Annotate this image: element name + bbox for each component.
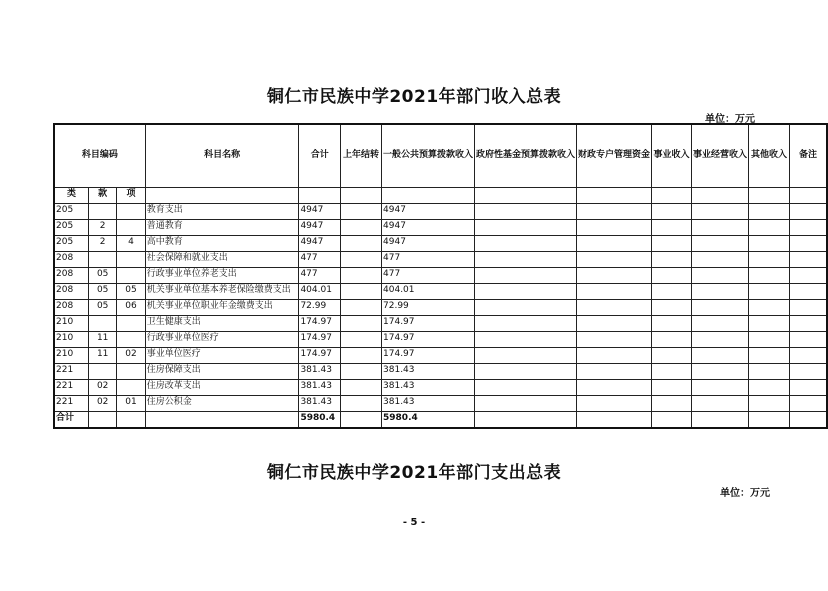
table-row — [54, 267, 827, 283]
cell-total: 174.97 — [299, 331, 341, 347]
income-summary-table — [53, 123, 828, 429]
cell-business-income — [652, 267, 692, 283]
cell-operating-income — [692, 219, 749, 235]
cell-remarks — [789, 235, 827, 251]
cell-lei: 210 — [54, 331, 89, 347]
cell-subject-name: 卫生健康支出 — [145, 315, 299, 331]
table-row — [54, 347, 827, 363]
cell-fiscal-special — [577, 203, 652, 219]
cell-lei: 208 — [54, 283, 89, 299]
cell-gov-fund — [475, 283, 577, 299]
income-table-title: 铜仁市民族中学2021年部门收入总表 — [266, 87, 562, 107]
cell-gov-fund — [475, 251, 577, 267]
cell-lei: 205 — [54, 219, 89, 235]
cell-business-income — [652, 251, 692, 267]
cell-lei: 205 — [54, 235, 89, 251]
cell-gov-fund — [475, 203, 577, 219]
cell-other-income — [749, 331, 790, 347]
cell-prev-year — [341, 235, 382, 251]
cell-fiscal-special — [577, 299, 652, 315]
cell-gov-fund — [475, 363, 577, 379]
header-operating-income: 事业经营收入 — [692, 124, 749, 187]
cell-lei: 210 — [54, 315, 89, 331]
cell-kuan: 05 — [89, 299, 117, 315]
cell-xiang — [117, 251, 146, 267]
expense-table-title: 铜仁市民族中学2021年部门支出总表 — [266, 463, 562, 483]
cell-fiscal-special — [577, 283, 652, 299]
cell-general-budget: 4947 — [382, 235, 475, 251]
cell-kuan: 05 — [89, 283, 117, 299]
cell-gov-fund — [475, 315, 577, 331]
cell-gov-fund — [475, 235, 577, 251]
cell-remarks — [789, 331, 827, 347]
cell-remarks — [789, 219, 827, 235]
cell-fiscal-special — [577, 219, 652, 235]
cell-kuan — [89, 251, 117, 267]
total-row — [54, 411, 827, 428]
cell-business-income — [652, 203, 692, 219]
header-row — [54, 124, 827, 187]
header-business-income: 事业收入 — [652, 124, 692, 187]
cell-subject-name: 普通教育 — [145, 219, 299, 235]
cell-xiang: 4 — [117, 235, 146, 251]
cell-kuan: 05 — [89, 267, 117, 283]
cell-fiscal-special — [577, 347, 652, 363]
header-other-income: 其他收入 — [749, 124, 790, 187]
cell-general-budget: 4947 — [382, 219, 475, 235]
header-subject-code: 科目编码 — [54, 124, 145, 187]
table-row — [54, 379, 827, 395]
cell-xiang — [117, 267, 146, 283]
cell-lei: 205 — [54, 203, 89, 219]
cell-kuan — [89, 315, 117, 331]
cell-other-income — [749, 347, 790, 363]
cell-general-budget: 174.97 — [382, 347, 475, 363]
cell-kuan: 11 — [89, 331, 117, 347]
cell-gov-fund — [475, 331, 577, 347]
cell-xiang: 06 — [117, 299, 146, 315]
cell-fiscal-special — [577, 315, 652, 331]
cell-prev-year — [341, 379, 382, 395]
cell-fiscal-special — [577, 267, 652, 283]
header-prev-year: 上年结转 — [341, 124, 382, 187]
cell-operating-income — [692, 315, 749, 331]
cell-general-budget: 404.01 — [382, 283, 475, 299]
cell-business-income — [652, 219, 692, 235]
cell-remarks — [789, 251, 827, 267]
cell-business-income — [652, 331, 692, 347]
cell-business-income — [652, 235, 692, 251]
header-xiang: 项 — [117, 187, 146, 203]
cell-other-income — [749, 299, 790, 315]
total-label: 合计 — [54, 411, 89, 428]
cell-prev-year — [341, 299, 382, 315]
cell-remarks — [789, 395, 827, 411]
cell-xiang: 02 — [117, 347, 146, 363]
cell-xiang: 01 — [117, 395, 146, 411]
cell-prev-year — [341, 331, 382, 347]
table-row — [54, 299, 827, 315]
header-gov-fund: 政府性基金预算拨款收入 — [475, 124, 577, 187]
cell-other-income — [749, 379, 790, 395]
cell-prev-year — [341, 267, 382, 283]
page-number: - 5 - — [402, 517, 426, 528]
cell-general-budget: 381.43 — [382, 395, 475, 411]
income-unit-label: 单位：万元 — [705, 114, 755, 125]
cell-fiscal-special — [577, 251, 652, 267]
cell-general-budget: 381.43 — [382, 363, 475, 379]
cell-prev-year — [341, 363, 382, 379]
cell-xiang — [117, 363, 146, 379]
cell-total: 381.43 — [299, 379, 341, 395]
cell-operating-income — [692, 267, 749, 283]
cell-remarks — [789, 379, 827, 395]
cell-general-budget: 477 — [382, 267, 475, 283]
cell-other-income — [749, 283, 790, 299]
cell-other-income — [749, 203, 790, 219]
cell-subject-name: 事业单位医疗 — [145, 347, 299, 363]
cell-remarks — [789, 363, 827, 379]
table-row — [54, 331, 827, 347]
cell-total: 4947 — [299, 235, 341, 251]
cell-operating-income — [692, 235, 749, 251]
cell-remarks — [789, 315, 827, 331]
cell-kuan: 2 — [89, 235, 117, 251]
cell-prev-year — [341, 283, 382, 299]
cell-subject-name: 行政事业单位医疗 — [145, 331, 299, 347]
cell-general-budget: 4947 — [382, 203, 475, 219]
cell-gov-fund — [475, 219, 577, 235]
cell-fiscal-special — [577, 235, 652, 251]
cell-xiang — [117, 331, 146, 347]
cell-other-income — [749, 251, 790, 267]
cell-subject-name: 教育支出 — [145, 203, 299, 219]
cell-total: 477 — [299, 267, 341, 283]
cell-lei: 208 — [54, 299, 89, 315]
cell-kuan — [89, 203, 117, 219]
total-amount: 5980.4 — [299, 411, 341, 428]
cell-general-budget: 477 — [382, 251, 475, 267]
cell-gov-fund — [475, 347, 577, 363]
table-row — [54, 315, 827, 331]
cell-fiscal-special — [577, 379, 652, 395]
cell-other-income — [749, 315, 790, 331]
cell-business-income — [652, 363, 692, 379]
cell-subject-name: 行政事业单位养老支出 — [145, 267, 299, 283]
cell-fiscal-special — [577, 395, 652, 411]
cell-prev-year — [341, 219, 382, 235]
cell-xiang — [117, 219, 146, 235]
cell-kuan: 11 — [89, 347, 117, 363]
header-lei: 类 — [54, 187, 89, 203]
cell-operating-income — [692, 299, 749, 315]
cell-lei: 221 — [54, 363, 89, 379]
cell-prev-year — [341, 395, 382, 411]
table-row — [54, 395, 827, 411]
cell-operating-income — [692, 379, 749, 395]
cell-lei: 221 — [54, 395, 89, 411]
cell-total: 174.97 — [299, 347, 341, 363]
table-row — [54, 203, 827, 219]
table-row — [54, 283, 827, 299]
cell-operating-income — [692, 347, 749, 363]
cell-subject-name: 住房改革支出 — [145, 379, 299, 395]
cell-other-income — [749, 395, 790, 411]
cell-remarks — [789, 203, 827, 219]
subheader-row — [54, 187, 827, 203]
header-total: 合计 — [299, 124, 341, 187]
cell-prev-year — [341, 347, 382, 363]
cell-lei: 208 — [54, 251, 89, 267]
cell-operating-income — [692, 363, 749, 379]
cell-gov-fund — [475, 379, 577, 395]
cell-kuan — [89, 363, 117, 379]
cell-total: 174.97 — [299, 315, 341, 331]
table-row — [54, 251, 827, 267]
cell-operating-income — [692, 283, 749, 299]
cell-total: 477 — [299, 251, 341, 267]
table-row — [54, 363, 827, 379]
cell-general-budget: 381.43 — [382, 379, 475, 395]
header-general-budget: 一般公共预算拨款收入 — [382, 124, 475, 187]
cell-subject-name: 机关事业单位职业年金缴费支出 — [145, 299, 299, 315]
cell-fiscal-special — [577, 331, 652, 347]
cell-gov-fund — [475, 267, 577, 283]
cell-other-income — [749, 267, 790, 283]
cell-kuan: 02 — [89, 395, 117, 411]
table-row — [54, 219, 827, 235]
cell-total: 404.01 — [299, 283, 341, 299]
cell-subject-name: 机关事业单位基本养老保险缴费支出 — [145, 283, 299, 299]
expense-unit-label: 单位：万元 — [720, 488, 770, 499]
cell-lei: 208 — [54, 267, 89, 283]
cell-xiang — [117, 379, 146, 395]
cell-lei: 221 — [54, 379, 89, 395]
cell-other-income — [749, 363, 790, 379]
table-row — [54, 235, 827, 251]
cell-subject-name: 住房保障支出 — [145, 363, 299, 379]
cell-business-income — [652, 315, 692, 331]
cell-general-budget: 174.97 — [382, 315, 475, 331]
cell-business-income — [652, 379, 692, 395]
cell-general-budget: 174.97 — [382, 331, 475, 347]
cell-xiang — [117, 315, 146, 331]
cell-subject-name: 住房公积金 — [145, 395, 299, 411]
cell-kuan: 2 — [89, 219, 117, 235]
cell-business-income — [652, 347, 692, 363]
cell-other-income — [749, 235, 790, 251]
cell-business-income — [652, 395, 692, 411]
header-fiscal-special: 财政专户管理资金 — [577, 124, 652, 187]
cell-total: 4947 — [299, 203, 341, 219]
header-kuan: 款 — [89, 187, 117, 203]
cell-remarks — [789, 283, 827, 299]
cell-prev-year — [341, 315, 382, 331]
cell-kuan: 02 — [89, 379, 117, 395]
cell-xiang: 05 — [117, 283, 146, 299]
cell-total: 4947 — [299, 219, 341, 235]
cell-other-income — [749, 219, 790, 235]
cell-lei: 210 — [54, 347, 89, 363]
cell-operating-income — [692, 395, 749, 411]
cell-subject-name: 社会保障和就业支出 — [145, 251, 299, 267]
cell-subject-name: 高中教育 — [145, 235, 299, 251]
cell-fiscal-special — [577, 363, 652, 379]
header-subject-name: 科目名称 — [145, 124, 299, 187]
table-body — [54, 203, 827, 411]
cell-remarks — [789, 267, 827, 283]
cell-total: 381.43 — [299, 363, 341, 379]
cell-business-income — [652, 299, 692, 315]
total-general-budget: 5980.4 — [382, 411, 475, 428]
cell-operating-income — [692, 203, 749, 219]
cell-total: 381.43 — [299, 395, 341, 411]
cell-remarks — [789, 299, 827, 315]
cell-general-budget: 72.99 — [382, 299, 475, 315]
header-remarks: 备注 — [789, 124, 827, 187]
cell-gov-fund — [475, 299, 577, 315]
cell-remarks — [789, 347, 827, 363]
cell-total: 72.99 — [299, 299, 341, 315]
cell-business-income — [652, 283, 692, 299]
cell-xiang — [117, 203, 146, 219]
cell-prev-year — [341, 203, 382, 219]
cell-operating-income — [692, 331, 749, 347]
cell-gov-fund — [475, 395, 577, 411]
cell-operating-income — [692, 251, 749, 267]
cell-prev-year — [341, 251, 382, 267]
